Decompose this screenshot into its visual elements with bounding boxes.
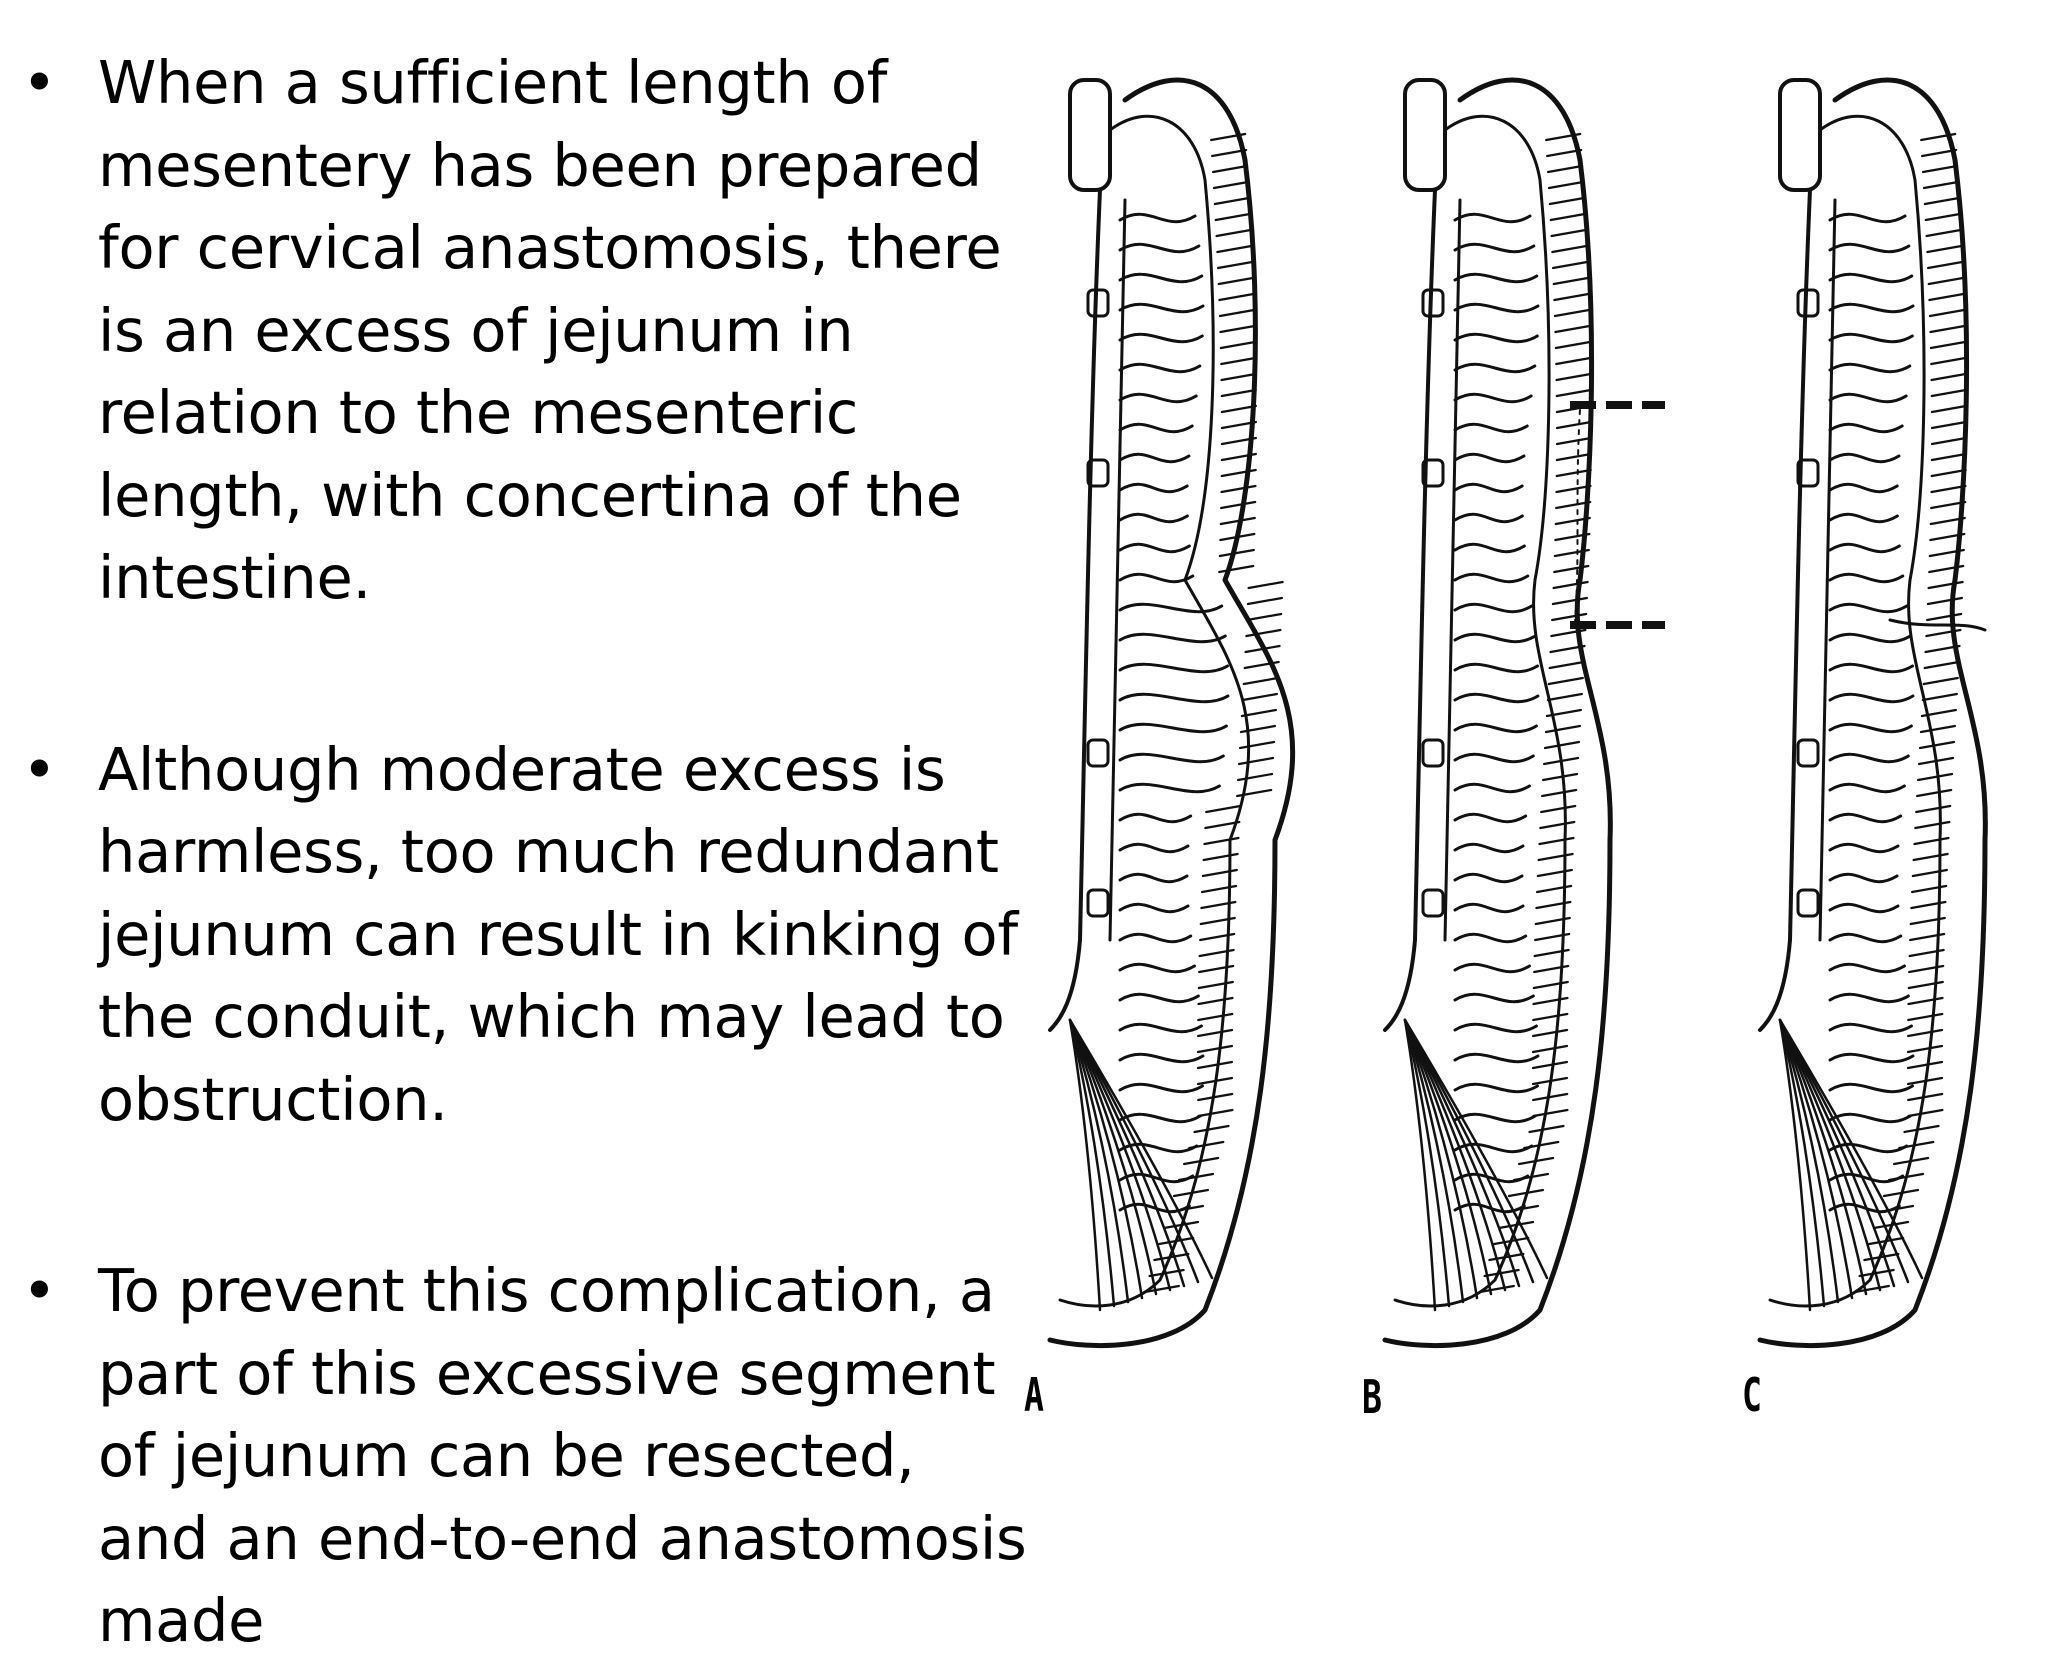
panel-label-b: B <box>1362 1370 1382 1424</box>
panel-label-a: A <box>1024 1368 1044 1422</box>
illustration-drawing <box>1030 20 2048 1470</box>
bullet-marker: • <box>22 48 57 117</box>
bullet-marker: • <box>22 1256 57 1325</box>
bullet-list <box>22 42 1032 1663</box>
panel-b-drawing <box>1385 80 1665 1346</box>
bullet-marker: • <box>22 734 57 804</box>
bullet-item-1 <box>22 42 1032 620</box>
bullet-item-2 <box>22 729 1032 1142</box>
bullet-text: When a sufficient length of mesentery has been prepared for cervical anastomosis, there is an excess of jejunum in relation to the mesenteric length, with concertina of the intestine. <box>98 48 1002 612</box>
bullet-item-3 <box>22 1250 1032 1663</box>
panel-a-drawing <box>1050 80 1293 1346</box>
bullet-text: Although moderate excess is harmless, too much redundant jejunum can result in kinking of the conduit, which may lead to obstruction. <box>98 734 1018 1134</box>
panel-c-drawing <box>1760 80 1985 1346</box>
panel-label-c: C <box>1742 1368 1762 1422</box>
bullet-text: To prevent this complication, a part of this excessive segment of jejunum can be resected, and an end-to-end anastomosis made <box>98 1256 1027 1655</box>
jejunum-resection-illustration <box>1024 20 2048 1470</box>
